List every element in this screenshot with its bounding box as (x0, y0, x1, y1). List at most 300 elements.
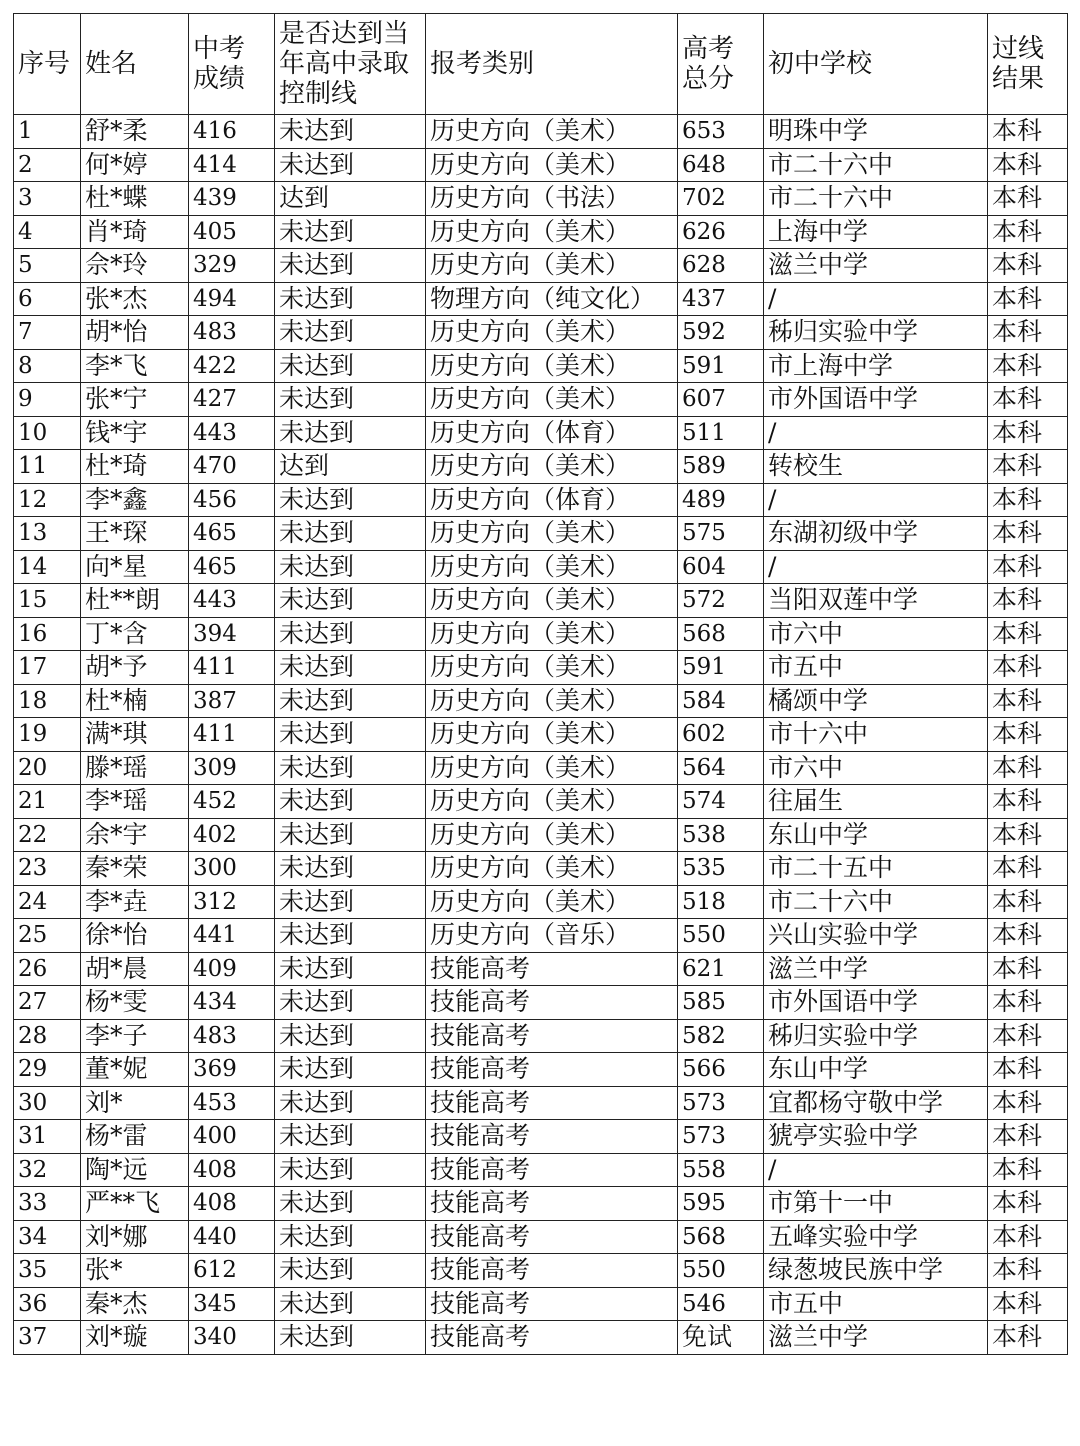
header-category: 报考类别 (426, 14, 678, 115)
cell-result: 本科 (988, 182, 1068, 216)
cell-control-line: 达到 (275, 182, 426, 216)
cell-zk-score: 408 (189, 1153, 275, 1187)
table-header (14, 14, 1068, 115)
cell-middle-school: 绿葱坡民族中学 (764, 1254, 988, 1288)
cell-control-line: 未达到 (275, 483, 426, 517)
table-row (14, 249, 1068, 283)
cell-control-line: 未达到 (275, 383, 426, 417)
cell-control-line: 未达到 (275, 550, 426, 584)
cell-category: 技能高考 (426, 1153, 678, 1187)
cell-middle-school: / (764, 282, 988, 316)
cell-zk-score: 312 (189, 885, 275, 919)
table-row (14, 852, 1068, 886)
cell-middle-school: 转校生 (764, 450, 988, 484)
cell-result: 本科 (988, 1053, 1068, 1087)
cell-gk-total: 574 (678, 785, 764, 819)
table-row (14, 1287, 1068, 1321)
cell-control-line: 未达到 (275, 852, 426, 886)
cell-middle-school: 市二十六中 (764, 182, 988, 216)
cell-control-line: 未达到 (275, 952, 426, 986)
cell-middle-school: 市六中 (764, 751, 988, 785)
cell-no: 10 (14, 416, 81, 450)
cell-gk-total: 566 (678, 1053, 764, 1087)
cell-no: 34 (14, 1220, 81, 1254)
cell-zk-score: 612 (189, 1254, 275, 1288)
cell-no: 32 (14, 1153, 81, 1187)
cell-name: 陶*远 (81, 1153, 189, 1187)
cell-zk-score: 411 (189, 651, 275, 685)
cell-gk-total: 550 (678, 1254, 764, 1288)
cell-name: 杨*雷 (81, 1120, 189, 1154)
cell-zk-score: 411 (189, 718, 275, 752)
cell-name: 肖*琦 (81, 215, 189, 249)
table-body (14, 115, 1068, 1355)
cell-gk-total: 584 (678, 684, 764, 718)
cell-name: 李*瑶 (81, 785, 189, 819)
cell-zk-score: 394 (189, 617, 275, 651)
table-row (14, 416, 1068, 450)
cell-result: 本科 (988, 349, 1068, 383)
cell-control-line: 未达到 (275, 651, 426, 685)
header-row (14, 14, 1068, 115)
table-row (14, 1120, 1068, 1154)
cell-result: 本科 (988, 617, 1068, 651)
cell-zk-score: 405 (189, 215, 275, 249)
cell-result: 本科 (988, 1287, 1068, 1321)
cell-no: 37 (14, 1321, 81, 1355)
cell-no: 18 (14, 684, 81, 718)
cell-zk-score: 414 (189, 148, 275, 182)
table-row (14, 115, 1068, 149)
cell-no: 5 (14, 249, 81, 283)
cell-name: 钱*宇 (81, 416, 189, 450)
cell-zk-score: 309 (189, 751, 275, 785)
cell-control-line: 未达到 (275, 1254, 426, 1288)
cell-control-line: 未达到 (275, 416, 426, 450)
cell-middle-school: 当阳双莲中学 (764, 584, 988, 618)
cell-result: 本科 (988, 1019, 1068, 1053)
cell-category: 历史方向（美术） (426, 383, 678, 417)
cell-category: 历史方向（体育） (426, 483, 678, 517)
cell-no: 14 (14, 550, 81, 584)
cell-name: 杜*琦 (81, 450, 189, 484)
cell-control-line: 未达到 (275, 684, 426, 718)
cell-category: 历史方向（美术） (426, 349, 678, 383)
header-no: 序号 (14, 14, 81, 115)
table-row (14, 1153, 1068, 1187)
cell-gk-total: 592 (678, 316, 764, 350)
cell-result: 本科 (988, 1120, 1068, 1154)
table-row (14, 1187, 1068, 1221)
cell-gk-total: 573 (678, 1120, 764, 1154)
cell-zk-score: 345 (189, 1287, 275, 1321)
cell-middle-school: 往届生 (764, 785, 988, 819)
cell-zk-score: 439 (189, 182, 275, 216)
cell-name: 舒*柔 (81, 115, 189, 149)
table-row (14, 483, 1068, 517)
cell-result: 本科 (988, 550, 1068, 584)
cell-middle-school: 秭归实验中学 (764, 1019, 988, 1053)
cell-control-line: 未达到 (275, 1153, 426, 1187)
table-row (14, 885, 1068, 919)
cell-gk-total: 628 (678, 249, 764, 283)
cell-name: 李*垚 (81, 885, 189, 919)
cell-result: 本科 (988, 450, 1068, 484)
cell-no: 6 (14, 282, 81, 316)
cell-no: 26 (14, 952, 81, 986)
cell-category: 技能高考 (426, 1019, 678, 1053)
cell-middle-school: 上海中学 (764, 215, 988, 249)
cell-middle-school: 秭归实验中学 (764, 316, 988, 350)
cell-result: 本科 (988, 718, 1068, 752)
cell-name: 李*飞 (81, 349, 189, 383)
cell-no: 23 (14, 852, 81, 886)
table-row (14, 215, 1068, 249)
cell-result: 本科 (988, 885, 1068, 919)
cell-zk-score: 329 (189, 249, 275, 283)
cell-control-line: 未达到 (275, 885, 426, 919)
cell-gk-total: 437 (678, 282, 764, 316)
cell-control-line: 未达到 (275, 115, 426, 149)
cell-gk-total: 535 (678, 852, 764, 886)
cell-gk-total: 604 (678, 550, 764, 584)
cell-zk-score: 453 (189, 1086, 275, 1120)
cell-no: 29 (14, 1053, 81, 1087)
cell-result: 本科 (988, 517, 1068, 551)
table-row (14, 450, 1068, 484)
cell-gk-total: 648 (678, 148, 764, 182)
cell-no: 11 (14, 450, 81, 484)
table-row (14, 282, 1068, 316)
cell-zk-score: 483 (189, 316, 275, 350)
cell-no: 28 (14, 1019, 81, 1053)
table-row (14, 584, 1068, 618)
cell-middle-school: 市六中 (764, 617, 988, 651)
cell-middle-school: 橘颂中学 (764, 684, 988, 718)
cell-no: 30 (14, 1086, 81, 1120)
results-table (13, 13, 1068, 1355)
cell-result: 本科 (988, 282, 1068, 316)
cell-gk-total: 621 (678, 952, 764, 986)
cell-category: 历史方向（美术） (426, 249, 678, 283)
cell-category: 历史方向（体育） (426, 416, 678, 450)
cell-gk-total: 538 (678, 818, 764, 852)
table-row (14, 986, 1068, 1020)
cell-category: 技能高考 (426, 1321, 678, 1355)
cell-zk-score: 434 (189, 986, 275, 1020)
cell-name: 杨*雯 (81, 986, 189, 1020)
cell-result: 本科 (988, 919, 1068, 953)
cell-result: 本科 (988, 986, 1068, 1020)
cell-name: 丁*含 (81, 617, 189, 651)
cell-no: 4 (14, 215, 81, 249)
table-row (14, 1086, 1068, 1120)
cell-name: 滕*瑶 (81, 751, 189, 785)
cell-control-line: 未达到 (275, 1321, 426, 1355)
cell-gk-total: 595 (678, 1187, 764, 1221)
cell-gk-total: 511 (678, 416, 764, 450)
cell-middle-school: 五峰实验中学 (764, 1220, 988, 1254)
cell-middle-school: 市二十六中 (764, 148, 988, 182)
table-row (14, 517, 1068, 551)
cell-category: 历史方向（美术） (426, 751, 678, 785)
table-row (14, 684, 1068, 718)
cell-name: 张*杰 (81, 282, 189, 316)
cell-gk-total: 489 (678, 483, 764, 517)
cell-category: 历史方向（美术） (426, 651, 678, 685)
cell-gk-total: 568 (678, 1220, 764, 1254)
cell-control-line: 未达到 (275, 919, 426, 953)
cell-name: 秦*杰 (81, 1287, 189, 1321)
cell-gk-total: 591 (678, 651, 764, 685)
cell-no: 7 (14, 316, 81, 350)
cell-no: 20 (14, 751, 81, 785)
cell-control-line: 未达到 (275, 1086, 426, 1120)
cell-middle-school: 兴山实验中学 (764, 919, 988, 953)
cell-control-line: 未达到 (275, 215, 426, 249)
cell-middle-school: 东山中学 (764, 1053, 988, 1087)
cell-middle-school: 市五中 (764, 1287, 988, 1321)
cell-control-line: 未达到 (275, 1220, 426, 1254)
cell-result: 本科 (988, 416, 1068, 450)
cell-control-line: 未达到 (275, 751, 426, 785)
cell-zk-score: 441 (189, 919, 275, 953)
cell-no: 1 (14, 115, 81, 149)
cell-name: 胡*晨 (81, 952, 189, 986)
cell-name: 杜*楠 (81, 684, 189, 718)
cell-no: 35 (14, 1254, 81, 1288)
cell-gk-total: 558 (678, 1153, 764, 1187)
cell-result: 本科 (988, 1254, 1068, 1288)
cell-zk-score: 408 (189, 1187, 275, 1221)
header-zk-score: 中考成绩 (189, 14, 275, 115)
table-row (14, 1220, 1068, 1254)
table-row (14, 1019, 1068, 1053)
cell-result: 本科 (988, 148, 1068, 182)
cell-gk-total: 626 (678, 215, 764, 249)
cell-middle-school: 猇亭实验中学 (764, 1120, 988, 1154)
cell-category: 物理方向（纯文化） (426, 282, 678, 316)
cell-name: 王*琛 (81, 517, 189, 551)
cell-name: 刘*娜 (81, 1220, 189, 1254)
cell-zk-score: 452 (189, 785, 275, 819)
cell-gk-total: 602 (678, 718, 764, 752)
cell-gk-total: 653 (678, 115, 764, 149)
cell-name: 何*婷 (81, 148, 189, 182)
cell-name: 李*子 (81, 1019, 189, 1053)
cell-middle-school: 明珠中学 (764, 115, 988, 149)
cell-control-line: 未达到 (275, 584, 426, 618)
cell-result: 本科 (988, 751, 1068, 785)
cell-gk-total: 582 (678, 1019, 764, 1053)
cell-no: 21 (14, 785, 81, 819)
cell-control-line: 未达到 (275, 718, 426, 752)
cell-no: 25 (14, 919, 81, 953)
cell-gk-total: 585 (678, 986, 764, 1020)
cell-middle-school: 市第十一中 (764, 1187, 988, 1221)
cell-category: 历史方向（美术） (426, 885, 678, 919)
cell-no: 9 (14, 383, 81, 417)
cell-middle-school: 市外国语中学 (764, 383, 988, 417)
header-gk-total: 高考总分 (678, 14, 764, 115)
cell-result: 本科 (988, 684, 1068, 718)
cell-middle-school: 市上海中学 (764, 349, 988, 383)
cell-middle-school: 市五中 (764, 651, 988, 685)
cell-gk-total: 550 (678, 919, 764, 953)
cell-control-line: 未达到 (275, 1120, 426, 1154)
cell-result: 本科 (988, 483, 1068, 517)
cell-zk-score: 400 (189, 1120, 275, 1154)
cell-category: 历史方向（美术） (426, 684, 678, 718)
cell-no: 8 (14, 349, 81, 383)
cell-category: 技能高考 (426, 1086, 678, 1120)
cell-category: 历史方向（美术） (426, 517, 678, 551)
cell-name: 刘* (81, 1086, 189, 1120)
table-row (14, 818, 1068, 852)
cell-result: 本科 (988, 1153, 1068, 1187)
cell-no: 16 (14, 617, 81, 651)
cell-category: 技能高考 (426, 1287, 678, 1321)
cell-no: 3 (14, 182, 81, 216)
cell-result: 本科 (988, 818, 1068, 852)
table-row (14, 1254, 1068, 1288)
cell-middle-school: 市二十五中 (764, 852, 988, 886)
table-row (14, 751, 1068, 785)
cell-zk-score: 483 (189, 1019, 275, 1053)
cell-category: 历史方向（美术） (426, 550, 678, 584)
table-row (14, 651, 1068, 685)
cell-middle-school: 宜都杨守敬中学 (764, 1086, 988, 1120)
cell-zk-score: 427 (189, 383, 275, 417)
cell-zk-score: 443 (189, 416, 275, 450)
cell-result: 本科 (988, 651, 1068, 685)
cell-category: 技能高考 (426, 986, 678, 1020)
header-result: 过线结果 (988, 14, 1068, 115)
cell-gk-total: 564 (678, 751, 764, 785)
table-row (14, 316, 1068, 350)
cell-no: 24 (14, 885, 81, 919)
cell-category: 历史方向（美术） (426, 818, 678, 852)
cell-gk-total: 573 (678, 1086, 764, 1120)
cell-result: 本科 (988, 852, 1068, 886)
cell-middle-school: / (764, 550, 988, 584)
cell-control-line: 未达到 (275, 617, 426, 651)
cell-name: 张* (81, 1254, 189, 1288)
cell-name: 杜*蝶 (81, 182, 189, 216)
table-row (14, 919, 1068, 953)
cell-middle-school: 市二十六中 (764, 885, 988, 919)
cell-zk-score: 402 (189, 818, 275, 852)
cell-result: 本科 (988, 1086, 1068, 1120)
cell-result: 本科 (988, 249, 1068, 283)
cell-result: 本科 (988, 383, 1068, 417)
cell-result: 本科 (988, 1321, 1068, 1355)
cell-category: 技能高考 (426, 1120, 678, 1154)
cell-gk-total: 518 (678, 885, 764, 919)
cell-zk-score: 340 (189, 1321, 275, 1355)
cell-control-line: 未达到 (275, 818, 426, 852)
cell-control-line: 未达到 (275, 517, 426, 551)
cell-category: 历史方向（音乐） (426, 919, 678, 953)
cell-name: 胡*怡 (81, 316, 189, 350)
cell-no: 22 (14, 818, 81, 852)
cell-no: 15 (14, 584, 81, 618)
cell-category: 技能高考 (426, 1187, 678, 1221)
cell-category: 历史方向（美术） (426, 617, 678, 651)
cell-result: 本科 (988, 316, 1068, 350)
cell-no: 19 (14, 718, 81, 752)
cell-control-line: 未达到 (275, 1053, 426, 1087)
table-row (14, 1053, 1068, 1087)
cell-name: 佘*玲 (81, 249, 189, 283)
cell-name: 秦*荣 (81, 852, 189, 886)
cell-zk-score: 300 (189, 852, 275, 886)
cell-control-line: 未达到 (275, 1019, 426, 1053)
cell-zk-score: 470 (189, 450, 275, 484)
cell-category: 技能高考 (426, 1254, 678, 1288)
header-name: 姓名 (81, 14, 189, 115)
cell-name: 刘*璇 (81, 1321, 189, 1355)
cell-zk-score: 456 (189, 483, 275, 517)
table-row (14, 952, 1068, 986)
cell-middle-school: / (764, 416, 988, 450)
cell-no: 31 (14, 1120, 81, 1154)
cell-category: 技能高考 (426, 1220, 678, 1254)
cell-result: 本科 (988, 1220, 1068, 1254)
cell-name: 李*鑫 (81, 483, 189, 517)
cell-category: 历史方向（美术） (426, 115, 678, 149)
cell-control-line: 未达到 (275, 282, 426, 316)
cell-middle-school: 市十六中 (764, 718, 988, 752)
cell-middle-school: 东山中学 (764, 818, 988, 852)
cell-category: 历史方向（美术） (426, 718, 678, 752)
table-row (14, 148, 1068, 182)
cell-gk-total: 免试 (678, 1321, 764, 1355)
cell-middle-school: 滋兰中学 (764, 1321, 988, 1355)
cell-no: 12 (14, 483, 81, 517)
table-row (14, 550, 1068, 584)
cell-gk-total: 702 (678, 182, 764, 216)
cell-zk-score: 422 (189, 349, 275, 383)
cell-result: 本科 (988, 215, 1068, 249)
cell-name: 余*宇 (81, 818, 189, 852)
cell-category: 历史方向（美术） (426, 316, 678, 350)
cell-gk-total: 568 (678, 617, 764, 651)
cell-category: 历史方向（美术） (426, 785, 678, 819)
cell-zk-score: 443 (189, 584, 275, 618)
cell-gk-total: 575 (678, 517, 764, 551)
cell-name: 向*星 (81, 550, 189, 584)
cell-no: 2 (14, 148, 81, 182)
cell-result: 本科 (988, 785, 1068, 819)
cell-name: 满*琪 (81, 718, 189, 752)
cell-control-line: 未达到 (275, 249, 426, 283)
cell-zk-score: 440 (189, 1220, 275, 1254)
table-row (14, 1321, 1068, 1355)
table-row (14, 617, 1068, 651)
table-row (14, 383, 1068, 417)
cell-category: 历史方向（书法） (426, 182, 678, 216)
cell-gk-total: 591 (678, 349, 764, 383)
cell-middle-school: 滋兰中学 (764, 249, 988, 283)
cell-control-line: 未达到 (275, 1187, 426, 1221)
cell-category: 历史方向（美术） (426, 450, 678, 484)
cell-no: 33 (14, 1187, 81, 1221)
cell-name: 董*妮 (81, 1053, 189, 1087)
table-row (14, 718, 1068, 752)
cell-name: 杜**朗 (81, 584, 189, 618)
cell-control-line: 未达到 (275, 986, 426, 1020)
